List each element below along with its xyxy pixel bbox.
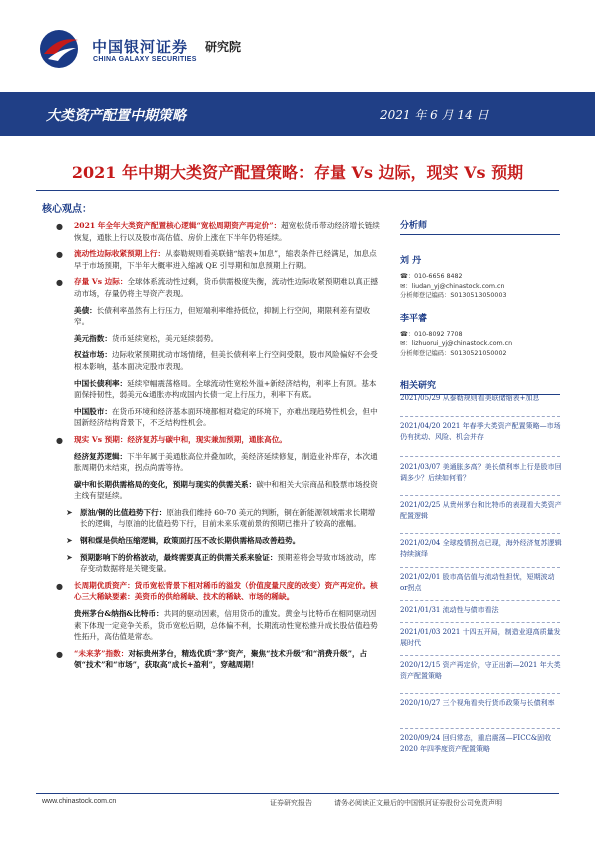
core-view-item — [46, 479, 380, 502]
core-view-item — [46, 451, 380, 474]
core-views-heading: 核心观点： — [42, 204, 92, 215]
footer-disclaimer: 请务必阅读正文最后的中国银河证券股份公司免责声明 — [334, 799, 502, 807]
core-view-item — [46, 378, 380, 401]
bullet-icon: ● — [56, 581, 63, 591]
core-view-text: 边际收紧预期扰动市场情绪，但美长债利率上行空间受限，股市风险偏好不会受根本影响，基本面决定股市表现。 — [74, 350, 378, 371]
core-view-text: 货币延续宽松，美元延续弱势。 — [111, 333, 219, 343]
core-view-key: 美元指数： — [74, 333, 112, 343]
analyst-card — [400, 311, 560, 359]
arrow-bullet-icon: ➤ — [66, 536, 73, 546]
core-views-list — [46, 220, 380, 676]
core-view-key: 权益市场： — [74, 350, 112, 360]
core-view-item — [46, 406, 380, 429]
related-research-item[interactable]: 2020/10/27 三个视角看央行货币政策与长债利率 — [400, 699, 555, 707]
research-separator — [400, 600, 560, 601]
core-view-item — [46, 248, 380, 271]
core-view-key: 预期影响下的价格波动，最终需要真正的供需关系来验证： — [80, 552, 278, 562]
related-research-item[interactable]: 2021/02/01 股市高估值与流动性担忧，短期波动or拐点 — [400, 573, 555, 592]
related-research-item[interactable]: 2021/04/20 2021 年春季大类资产配置策略—市场仍有扰动、风险、机会并存 — [400, 422, 561, 441]
bullet-icon: ● — [56, 222, 63, 231]
analyst-phone: ☎：010-8092 7708 — [400, 330, 463, 338]
research-separator — [400, 622, 560, 623]
core-view-key: 钢和煤是供给压缩逻辑，政策面打压不改长期供需格局改善趋势。 — [80, 536, 301, 546]
core-view-text: 共同的驱动因素，信用货币的滥发。黄金与比特币在相同驱动因素下体现一定竞争关系，货币宽松后期，总体偏不利，长期流动性宽松推升成长股估值趋势性拓升，高估值是常态。 — [74, 609, 378, 642]
related-research-item[interactable]: 2021/02/25 从贵州茅台和比特币的表现看大类资产配置逻辑 — [400, 501, 562, 520]
core-view-key: 长周期优质资产：货币宽松背景下相对稀币的溢发（价值度量尺度的改变）资产再定价。核心三大稀缺要素：美资币的供给稀缺、技术的稀缺、市场的稀缺。 — [74, 580, 378, 602]
related-research-item[interactable]: 2021/01/31 流动性与债市看法 — [400, 606, 499, 614]
research-separator — [400, 567, 560, 568]
galaxy-logo-icon — [38, 28, 84, 70]
core-view-item — [46, 333, 380, 345]
bullet-icon: ● — [56, 278, 63, 288]
core-view-item — [46, 580, 380, 603]
analyst-name: 李平睿 — [400, 313, 428, 324]
research-separator — [400, 655, 560, 656]
related-research-item[interactable]: 2021/01/03 2021 十四五开局，制造业迎高质量发展时代 — [400, 628, 561, 647]
analyst-email[interactable]: ✉：liudan_yj@chinastock.com.cn — [400, 282, 505, 290]
core-view-item — [46, 552, 380, 575]
analyst-phone: ☎：010-6656 8482 — [400, 273, 463, 280]
core-view-key: 2021 年全年大类资产配置核心逻辑“宽松周期资产再定价”： — [74, 221, 282, 230]
core-view-key: 流动性边际收紧预期上行： — [74, 249, 166, 259]
core-view-item — [46, 305, 380, 328]
analyst-name: 刘 丹 — [400, 256, 422, 266]
analyst-panel — [400, 218, 560, 358]
core-view-item — [46, 535, 380, 547]
title-divider — [36, 190, 559, 191]
core-view-key: 中国股市： — [74, 406, 112, 416]
analyst-registration: 分析师登记编码：S0130521050002 — [400, 349, 507, 357]
core-view-text: 经济复苏与碳中和，现实兼加预期，通胀高位。 — [127, 434, 287, 444]
core-view-item — [46, 434, 380, 446]
brand-name-cn: 中国银河证券 — [92, 38, 189, 56]
related-research-item[interactable]: 2021/02/04 全球疫情拐点已现，海外经济复苏逻辑持续演绎 — [400, 539, 562, 558]
bullet-icon: ● — [56, 435, 63, 445]
analyst-email[interactable]: ✉：lizhuorui_yj@chinastock.com.cn — [400, 340, 513, 347]
core-view-key: 美债： — [74, 305, 97, 315]
core-view-item — [46, 276, 380, 299]
core-view-item — [46, 220, 380, 243]
report-category: 大类资产配置中期策略 — [46, 108, 186, 124]
related-research-item[interactable]: 2021/03/07 美通胀多高？美长债利率上行是股市回调多少？后续如何看？ — [400, 463, 562, 482]
related-research-item[interactable]: 2020/12/15 资产再定价，守正出新—2021 年大类资产配置策略 — [400, 661, 561, 680]
bullet-icon: ● — [56, 250, 63, 260]
core-view-key: 原油/铜的比值趋势下行： — [80, 507, 167, 517]
core-view-key: 中国长债利率： — [74, 378, 128, 388]
core-view-text: 延续窄幅震荡格局。全球流动性宽松外溢+新经济结构，利率上有顶。基本面保持韧性，弱美元&通胀亦构成国内长债一定上行压力，利率下有底。 — [74, 378, 377, 400]
research-separator — [400, 533, 560, 534]
research-separator — [400, 693, 560, 694]
core-view-key: 存量 Vs 边际： — [74, 277, 128, 287]
analyst-heading: 分析师 — [400, 218, 560, 235]
core-view-item — [46, 507, 380, 530]
core-view-item — [46, 648, 380, 671]
analyst-card — [400, 253, 560, 301]
research-separator — [400, 456, 560, 457]
core-view-text: 从泰勒规则看美联储“缩表+加息”，缩表条件已经满足，加息点早于市场预期，下半年大概率进入缩减 QE 引导期和加息预期上行期。 — [74, 249, 377, 270]
core-view-key: 贵州茅台&纳指&比特币： — [74, 609, 164, 619]
core-view-text: 长债利率虽然有上行压力，但短端利率维持低位，抑制上行空间，期限利差有望收窄。 — [74, 305, 371, 327]
core-view-text: 预期差将会导致市场波动，库存变动数据将是关键变量。 — [80, 552, 377, 574]
related-research-heading: 相关研究 — [400, 378, 560, 395]
report-date: 2021 年 6 月 14 日 — [380, 108, 489, 122]
research-separator — [400, 416, 560, 417]
footer-divider — [36, 793, 559, 794]
footer-report-type: 证券研究报告 — [270, 799, 312, 807]
core-view-key: “未来茅”指数： — [74, 648, 129, 658]
core-view-text: 全球体系流动性过剩，货币供需极度失衡，流动性边际收紧预期难以真正撼动市场，存量仍将主导资产表现。 — [74, 277, 379, 298]
research-separator — [400, 728, 560, 729]
research-separator — [400, 495, 560, 496]
arrow-bullet-icon: ➤ — [66, 552, 73, 562]
core-view-text: 原油我们维持 60-70 美元的判断，铜在新能源领域需求长期增长的逻辑，与原油的比值趋势下行，目前未来乐观前景的预期已推升了较高的涨幅。 — [80, 507, 376, 529]
related-research-item[interactable]: 2020/09/24 回归常态，重启震荡—FICC&固收 2020 年四季度资产配置策略 — [400, 734, 552, 753]
footer-website-link[interactable]: www.chinastock.com.cn — [42, 798, 117, 805]
core-view-item — [46, 608, 380, 643]
core-view-key: 现实 Vs 预期： — [74, 434, 128, 444]
core-view-text: 对标贵州茅台，精选优质“茅”资产，聚焦“技术升级”和“消费升级”，占领“技术”和“市场”，获取高“成长+盈利”，穿越周期！ — [74, 648, 368, 670]
related-research-item[interactable]: 2021/05/29 从泰勒规则看美联储缩表+加息 — [400, 394, 540, 402]
core-view-text: 下半年属于美通胀高位并叠加欧，美经济延续修复，制造业补库存，本次通胀周期仍未结束，拐点尚需等待。 — [74, 451, 378, 473]
core-view-text: 碳中和相关大宗商品和股票市场投资主线有望延续。 — [74, 479, 378, 501]
core-view-key: 碳中和长期供需格局的变化，预期与现实的供需关系： — [74, 479, 257, 489]
core-view-item — [46, 349, 380, 372]
arrow-bullet-icon: ➤ — [66, 507, 73, 517]
bullet-icon: ● — [56, 649, 63, 659]
core-view-key: 经济复苏逻辑： — [74, 451, 128, 461]
core-view-text: 在货币环境和经济基本面环境都相对稳定的环境下，亦难出现趋势性机会，但中国新经济结构背景下，不乏结构性机会。 — [74, 406, 378, 428]
analyst-registration: 分析师登记编码：S0130513050003 — [400, 292, 507, 299]
brand-name-en: CHINA GALAXY SECURITIES — [93, 56, 197, 63]
report-title: 2021 年中期大类资产配置策略：存量 Vs 边际，现实 Vs 预期 — [71, 163, 524, 182]
brand-department: 研究院 — [205, 40, 242, 54]
core-view-text: 超宽松货币带动经济增长链续恢复，通胀上行以及股市高估值、房价上涨在下半年仍将延续。 — [74, 221, 380, 242]
